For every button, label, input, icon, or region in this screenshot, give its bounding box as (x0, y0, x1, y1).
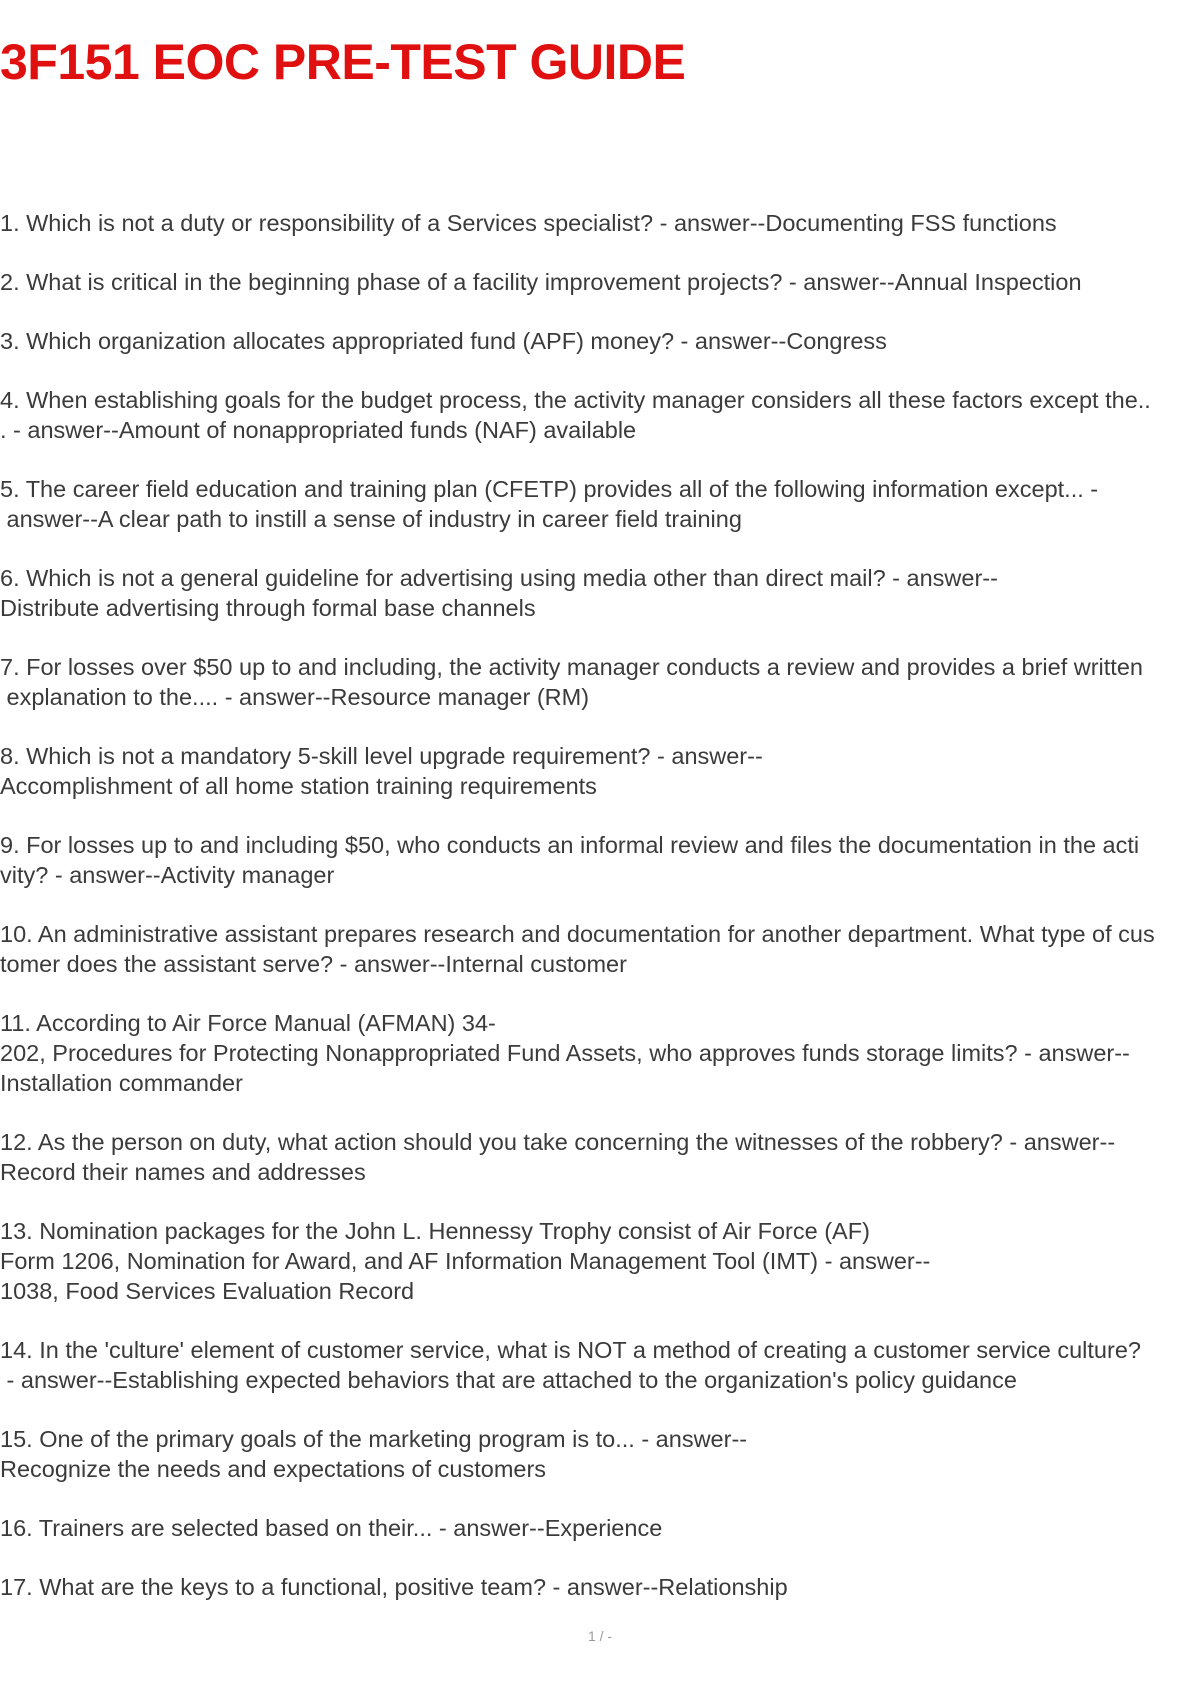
question-text-line: 3. Which organization allocates appropriated fund (APF) money? - answer--Congress (0, 328, 887, 354)
question-text-line: 8. Which is not a mandatory 5-skill level upgrade requirement? - answer-- (0, 743, 763, 769)
question-text-line: 15. One of the primary goals of the marketing program is to... - answer-- (0, 1426, 748, 1452)
question-item (0, 830, 1192, 890)
question-text-line: 13. Nomination packages for the John L. Hennessy Trophy consist of Air Force (AF) (0, 1218, 870, 1244)
question-text-line: 12. As the person on duty, what action should you take concerning the witnesses of the robbery? - answer-- (0, 1129, 1116, 1155)
question-text-line: 4. When establishing goals for the budget process, the activity manager considers all these factors except the.. (0, 387, 1151, 413)
question-item (0, 208, 1192, 238)
question-list (0, 208, 1192, 1631)
question-text-line: 9. For losses up to and including $50, who conducts an informal review and files the documentation in the acti (0, 832, 1140, 858)
question-text-line: 202, Procedures for Protecting Nonappropriated Fund Assets, who approves funds storage limits? - answer-- (0, 1040, 1130, 1066)
question-text-line: 16. Trainers are selected based on their... - answer--Experience (0, 1515, 663, 1541)
question-text-line: 7. For losses over $50 up to and including, the activity manager conducts a review and provides a brief written (0, 654, 1143, 680)
question-item (0, 1572, 1192, 1602)
question-text-line: 11. According to Air Force Manual (AFMAN) 34- (0, 1010, 496, 1036)
question-text-line: Accomplishment of all home station training requirements (0, 773, 597, 799)
question-item (0, 741, 1192, 801)
question-item (0, 919, 1192, 979)
question-text-line: - answer--Establishing expected behaviors that are attached to the organization's policy guidance (0, 1367, 1017, 1393)
page-number: 1 / - (587, 1628, 613, 1644)
question-text-line: Recognize the needs and expectations of customers (0, 1456, 547, 1482)
question-item (0, 1216, 1192, 1306)
question-text-line: answer--A clear path to instill a sense of industry in career field training (0, 506, 742, 532)
question-item (0, 1008, 1192, 1098)
question-item (0, 267, 1192, 297)
question-text-line: 6. Which is not a general guideline for advertising using media other than direct mail? - answer-- (0, 565, 998, 591)
question-text-line: Form 1206, Nomination for Award, and AF Information Management Tool (IMT) - answer-- (0, 1248, 931, 1274)
question-item (0, 474, 1192, 534)
document-title: 3F151 EOC PRE-TEST GUIDE (0, 34, 686, 90)
question-text-line: 17. What are the keys to a functional, positive team? - answer--Relationship (0, 1574, 788, 1600)
question-item (0, 652, 1192, 712)
question-item (0, 1424, 1192, 1484)
question-text-line: 2. What is critical in the beginning phase of a facility improvement projects? - answer--Annual Inspection (0, 269, 1082, 295)
question-text-line: Installation commander (0, 1070, 243, 1096)
question-item (0, 1127, 1192, 1187)
question-text-line: 1. Which is not a duty or responsibility of a Services specialist? - answer--Documenting FSS functions (0, 210, 1057, 236)
question-text-line: tomer does the assistant serve? - answer--Internal customer (0, 951, 627, 977)
question-text-line: 1038, Food Services Evaluation Record (0, 1278, 415, 1304)
question-item (0, 385, 1192, 445)
question-text-line: vity? - answer--Activity manager (0, 862, 335, 888)
question-text-line: 5. The career field education and training plan (CFETP) provides all of the following information except... - (0, 476, 1099, 502)
question-item (0, 326, 1192, 356)
question-text-line: . - answer--Amount of nonappropriated funds (NAF) available (0, 417, 637, 443)
question-text-line: explanation to the.... - answer--Resource manager (RM) (0, 684, 590, 710)
question-text-line: 10. An administrative assistant prepares research and documentation for another department. What type of cus (0, 921, 1155, 947)
question-text-line: Record their names and addresses (0, 1159, 366, 1185)
question-text-line: 14. In the 'culture' element of customer service, what is NOT a method of creating a customer service culture? (0, 1337, 1141, 1363)
question-item (0, 1513, 1192, 1543)
question-item (0, 1335, 1192, 1395)
question-item (0, 563, 1192, 623)
question-text-line: Distribute advertising through formal base channels (0, 595, 536, 621)
